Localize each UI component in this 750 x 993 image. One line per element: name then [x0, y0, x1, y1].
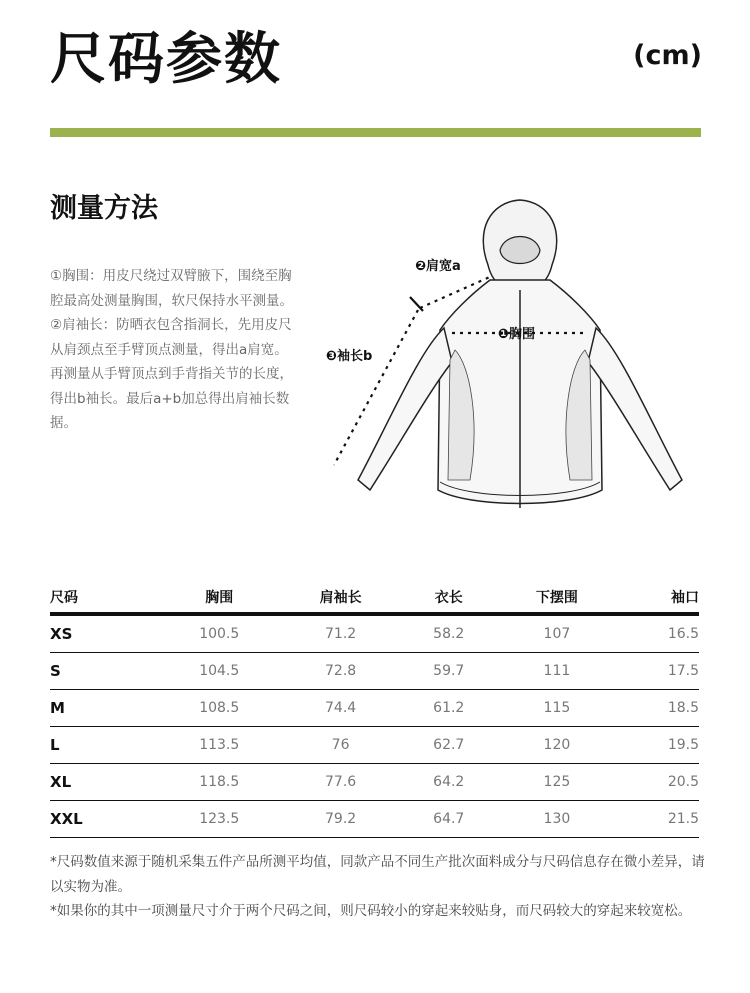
chest-cell: 113.5 [160, 727, 279, 764]
method-text [50, 264, 295, 436]
size-cell: M [50, 690, 160, 727]
table-header-row [50, 582, 699, 614]
hem-cell: 111 [495, 653, 619, 690]
length-cell: 61.2 [403, 690, 495, 727]
table-row [50, 727, 699, 764]
length-cell: 64.2 [403, 764, 495, 801]
header-size: 尺码 [50, 582, 160, 614]
length-cell: 59.7 [403, 653, 495, 690]
header-chest: 胸围 [160, 582, 279, 614]
method-sleeve-text: ②肩袖长：防晒衣包含指洞长，先用皮尺从肩颈点至手臂顶点测量，得出a肩宽。再测量从手臂顶点到手背指关节的长度，得出b袖长。最后a+b加总得出肩袖长数据。 [50, 317, 293, 431]
shoulder-callout: ❷肩宽a [415, 259, 461, 274]
table-row [50, 614, 699, 653]
size-cell: XS [50, 614, 160, 653]
page-title: 尺码参数 [50, 27, 282, 92]
hem-cell: 130 [495, 801, 619, 838]
accent-divider [50, 128, 701, 137]
shoulder-sleeve-cell: 77.6 [279, 764, 403, 801]
size-cell: XXL [50, 801, 160, 838]
shoulder-sleeve-cell: 74.4 [279, 690, 403, 727]
header-shoulder-sleeve: 肩袖长 [279, 582, 403, 614]
shoulder-tick [410, 297, 423, 311]
cuff-cell: 21.5 [619, 801, 699, 838]
shoulder-sleeve-cell: 79.2 [279, 801, 403, 838]
chest-cell: 100.5 [160, 614, 279, 653]
size-notes [50, 850, 710, 924]
chest-cell: 104.5 [160, 653, 279, 690]
table-row [50, 801, 699, 838]
cuff-cell: 20.5 [619, 764, 699, 801]
size-cell: S [50, 653, 160, 690]
cuff-cell: 18.5 [619, 690, 699, 727]
size-table [50, 582, 699, 838]
size-cell: XL [50, 764, 160, 801]
hem-cell: 107 [495, 614, 619, 653]
cuff-cell: 19.5 [619, 727, 699, 764]
hem-cell: 120 [495, 727, 619, 764]
hood-opening [500, 237, 540, 264]
header-length: 衣长 [403, 582, 495, 614]
chest-cell: 118.5 [160, 764, 279, 801]
note-source: *尺码数值来源于随机采集五件产品所测平均值，同款产品不同生产批次面料成分与尺码信息存在微小差异，请以实物为准。 [50, 854, 705, 895]
unit-label: (cm) [633, 40, 702, 71]
table-row [50, 764, 699, 801]
header-cuff: 袖口 [619, 582, 699, 614]
length-cell: 64.7 [403, 801, 495, 838]
note-fit: *如果你的其中一项测量尺寸介于两个尺码之间，则尺码较小的穿起来较贴身，而尺码较大的穿起来较宽松。 [50, 903, 692, 919]
table-row [50, 653, 699, 690]
table-row [50, 690, 699, 727]
jacket-diagram [320, 190, 720, 530]
method-title: 测量方法 [50, 193, 158, 224]
hem-cell: 125 [495, 764, 619, 801]
method-chest-text: ①胸围：用皮尺绕过双臂腋下，围绕至胸腔最高处测量胸围，软尺保持水平测量。 [50, 268, 293, 309]
cuff-cell: 17.5 [619, 653, 699, 690]
shoulder-sleeve-cell: 76 [279, 727, 403, 764]
shoulder-sleeve-cell: 71.2 [279, 614, 403, 653]
chest-cell: 123.5 [160, 801, 279, 838]
length-cell: 62.7 [403, 727, 495, 764]
shoulder-sleeve-cell: 72.8 [279, 653, 403, 690]
header-hem: 下摆围 [495, 582, 619, 614]
cuff-cell: 16.5 [619, 614, 699, 653]
chest-callout: ❶胸围 [498, 327, 536, 342]
size-cell: L [50, 727, 160, 764]
chest-cell: 108.5 [160, 690, 279, 727]
hem-cell: 115 [495, 690, 619, 727]
sleeve-callout: ❸袖长b [326, 349, 373, 364]
length-cell: 58.2 [403, 614, 495, 653]
